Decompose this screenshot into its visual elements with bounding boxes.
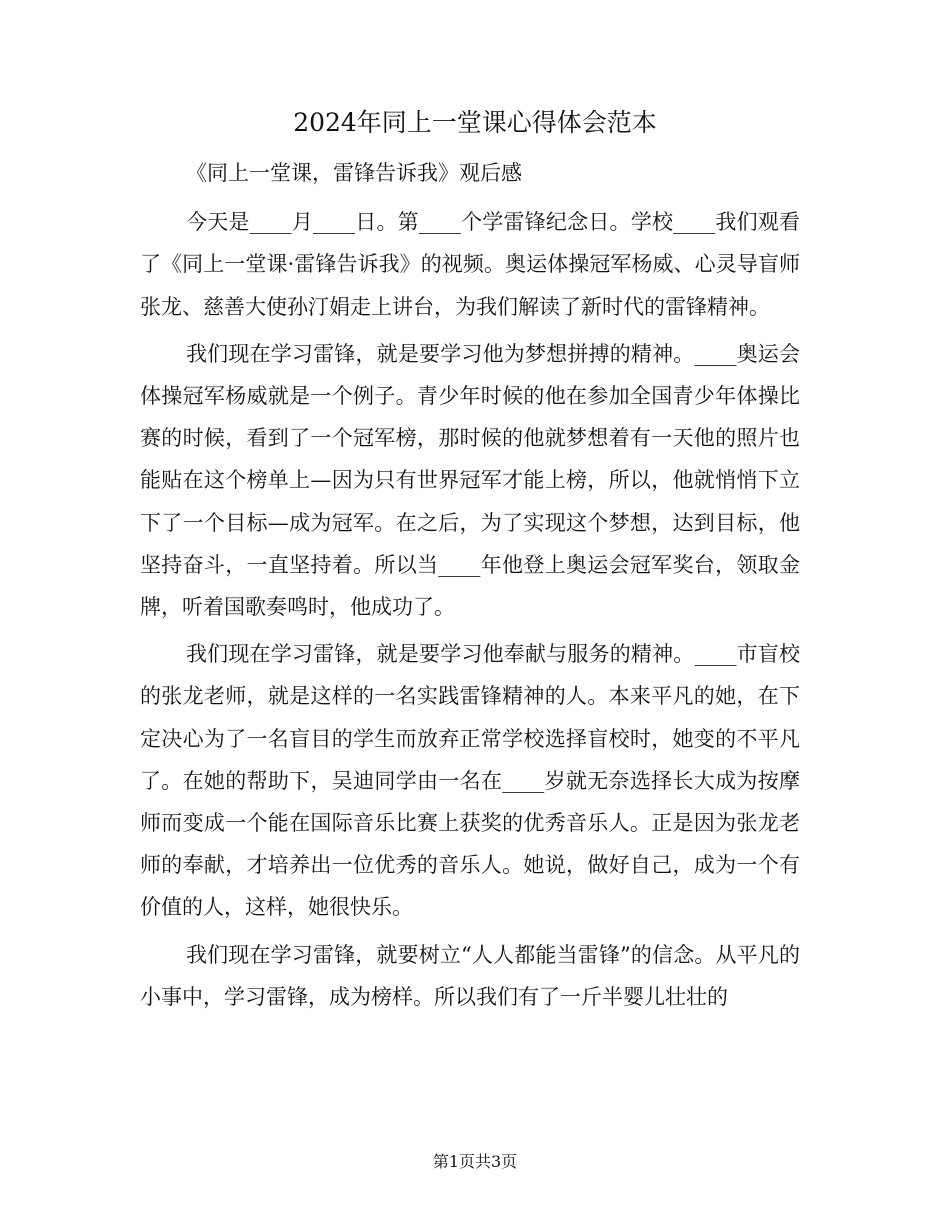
paragraph-1: 今天是____月____日。第____个学雷锋纪念日。学校____我们观看了《同上一堂课·雷锋告诉我》的视频。奥运体操冠军杨威、心灵导盲师张龙、慈善大使孙汀娟走上讲台，为我们解读了新时代的雷锋精神。	[140, 210, 800, 319]
paragraph-2: 我们现在学习雷锋，就是要学习他为梦想拼搏的精神。____奥运会体操冠军杨威就是一个例子。青少年时候的他在参加全国青少年体操比赛的时候，看到了一个冠军榜，那时候的他就梦想着有一天他的照片也能贴在这个榜单上—因为只有世界冠军才能上榜，所以，他就悄悄下立下了一个目标—成为冠军。在之后，为了实现这个梦想，达到目标，他坚持奋斗，一直坚持着。所以当____年他登上奥运会冠军奖台，领取金牌，听着国歌奏鸣时，他成功了。	[140, 341, 800, 620]
document-body	[140, 152, 800, 1018]
page-number-footer: 第1页共3页	[432, 1152, 518, 1171]
paragraph-4: 我们现在学习雷锋，就要树立“人人都能当雷锋”的信念。从平凡的小事中，学习雷锋，成为榜样。所以我们有了一斤半婴儿壮壮的	[140, 942, 800, 1009]
paragraph-3: 我们现在学习雷锋，就是要学习他奉献与服务的精神。____市盲校的张龙老师，就是这样的一名实践雷锋精神的人。本来平凡的她，在下定决心为了一名盲目的学生而放弃正常学校选择盲校时，她变的不平凡了。在她的帮助下，吴迪同学由一名在____岁就无奈选择长大成为按摩师而变成一个能在国际音乐比赛上获奖的优秀音乐人。正是因为张龙老师的奉献，才培养出一位优秀的音乐人。她说，做好自己，成为一个有价值的人，这样，她很快乐。	[140, 642, 800, 920]
document-title: 2024年同上一堂课心得体会范本	[293, 108, 657, 137]
document-subtitle: 《同上一堂课，雷锋告诉我》观后感	[186, 161, 522, 185]
